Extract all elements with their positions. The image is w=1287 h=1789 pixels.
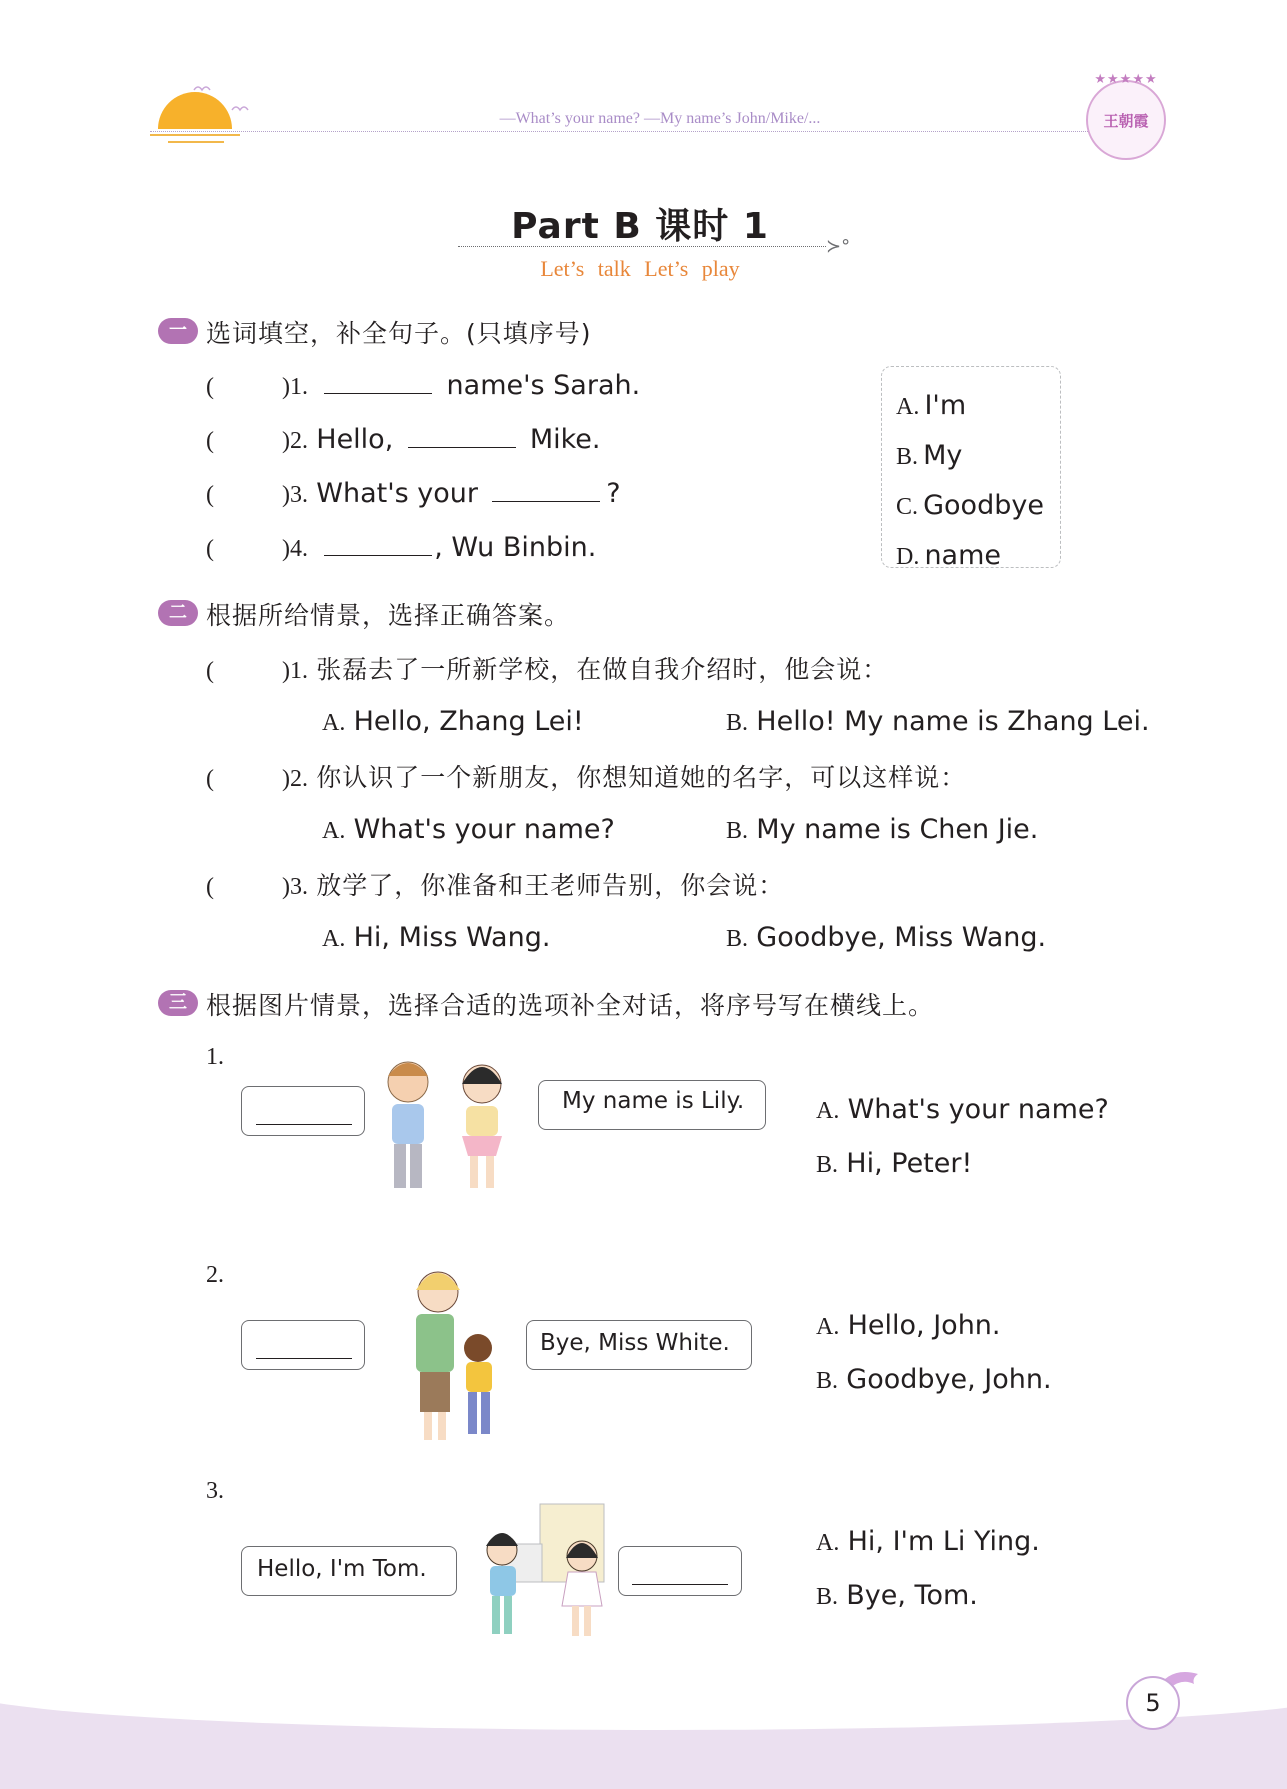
option-a: A. I'm bbox=[896, 390, 967, 421]
kids-greeting-illustration bbox=[370, 1054, 520, 1196]
seal-stars: ★★★★★ bbox=[1094, 72, 1158, 87]
question-number: )1. bbox=[282, 374, 308, 400]
fish-icon: ≻° bbox=[826, 236, 851, 257]
option-d: D. name bbox=[896, 540, 1002, 571]
speech-text: My name is Lily. bbox=[562, 1088, 745, 1114]
question-number: )3. bbox=[282, 482, 308, 508]
page-title: Part B 课时 1 bbox=[511, 206, 769, 247]
running-title: —What’s your name? —My name’s John/Mike/... bbox=[499, 110, 821, 127]
option-b: B. My bbox=[896, 440, 963, 471]
page-number: 5 bbox=[1145, 1689, 1161, 1717]
s3-item-number: 1. bbox=[206, 1044, 224, 1070]
footer-wave bbox=[0, 1650, 1287, 1730]
sun-horizon-line bbox=[168, 141, 224, 143]
page-subtitle: Let’s talk Let’s play bbox=[540, 256, 740, 281]
section2-badge: 二 bbox=[158, 600, 198, 626]
teacher-student-illustration bbox=[370, 1266, 520, 1450]
header-rule bbox=[150, 131, 1090, 132]
answer-blank[interactable] bbox=[256, 1358, 352, 1359]
s2-option-2a[interactable]: A. What's your name? bbox=[322, 814, 615, 845]
s3-option-2a[interactable]: A. Hello, John. bbox=[816, 1310, 1001, 1341]
answer-bubble[interactable] bbox=[241, 1320, 365, 1370]
s2-option-1a[interactable]: A. Hello, Zhang Lei! bbox=[322, 706, 584, 737]
question-number: )2. bbox=[282, 428, 308, 454]
s3-option-3b[interactable]: B. Bye, Tom. bbox=[816, 1580, 978, 1611]
section1-heading: 选词填空，补全句子。(只填序号) bbox=[206, 319, 592, 348]
answer-blank[interactable] bbox=[632, 1584, 728, 1585]
answer-blank[interactable] bbox=[324, 393, 432, 394]
question-number: )4. bbox=[282, 536, 308, 562]
s2-question-1: ( )1. 张磊去了一所新学校，在做自我介绍时，他会说： bbox=[206, 657, 889, 684]
answer-bubble[interactable] bbox=[241, 1086, 365, 1136]
s2-option-1b[interactable]: B. Hello! My name is Zhang Lei. bbox=[726, 706, 1150, 737]
speech-text: Bye, Miss White. bbox=[540, 1330, 730, 1356]
birds-icon bbox=[192, 82, 252, 122]
s1-question-4: ( )4. , Wu Binbin. bbox=[206, 532, 597, 563]
option-c: C. Goodbye bbox=[896, 490, 1044, 521]
answer-blank[interactable] bbox=[408, 447, 516, 448]
answer-blank[interactable] bbox=[492, 501, 600, 502]
answer-blank[interactable] bbox=[324, 555, 432, 556]
s2-option-3b[interactable]: B. Goodbye, Miss Wang. bbox=[726, 922, 1047, 953]
section2-heading: 根据所给情景，选择正确答案。 bbox=[206, 601, 571, 630]
s3-option-2b[interactable]: B. Goodbye, John. bbox=[816, 1364, 1052, 1395]
s1-question-3: ( )3. What's your ? bbox=[206, 478, 621, 509]
answer-blank[interactable] bbox=[256, 1124, 352, 1125]
section1-badge: 一 bbox=[158, 318, 198, 344]
word-bank bbox=[896, 382, 1044, 582]
s2-option-2b[interactable]: B. My name is Chen Jie. bbox=[726, 814, 1039, 845]
s2-option-3a[interactable]: A. Hi, Miss Wang. bbox=[322, 922, 551, 953]
s1-question-1: ( )1. name's Sarah. bbox=[206, 370, 641, 401]
s3-option-3a[interactable]: A. Hi, I'm Li Ying. bbox=[816, 1526, 1040, 1557]
s3-option-1a[interactable]: A. What's your name? bbox=[816, 1094, 1109, 1125]
title-rule bbox=[458, 246, 826, 247]
school-kids-illustration bbox=[462, 1500, 612, 1646]
speech-text: Hello, I'm Tom. bbox=[257, 1556, 427, 1582]
s2-question-2: ( )2. 你认识了一个新朋友，你想知道她的名字，可以这样说： bbox=[206, 765, 967, 792]
sun-horizon-line bbox=[150, 134, 240, 136]
s3-option-1b[interactable]: B. Hi, Peter! bbox=[816, 1148, 973, 1179]
s3-item-number: 3. bbox=[206, 1478, 224, 1504]
s1-question-2: ( )2. Hello, Mike. bbox=[206, 424, 601, 455]
seal-text: 王朝霞 bbox=[1103, 112, 1149, 130]
s3-item-number: 2. bbox=[206, 1262, 224, 1288]
answer-bubble[interactable] bbox=[618, 1546, 742, 1596]
section3-heading: 根据图片情景，选择合适的选项补全对话，将序号写在横线上。 bbox=[206, 991, 935, 1020]
s2-question-3: ( )3. 放学了，你准备和王老师告别，你会说： bbox=[206, 873, 785, 900]
section3-badge: 三 bbox=[158, 990, 198, 1016]
